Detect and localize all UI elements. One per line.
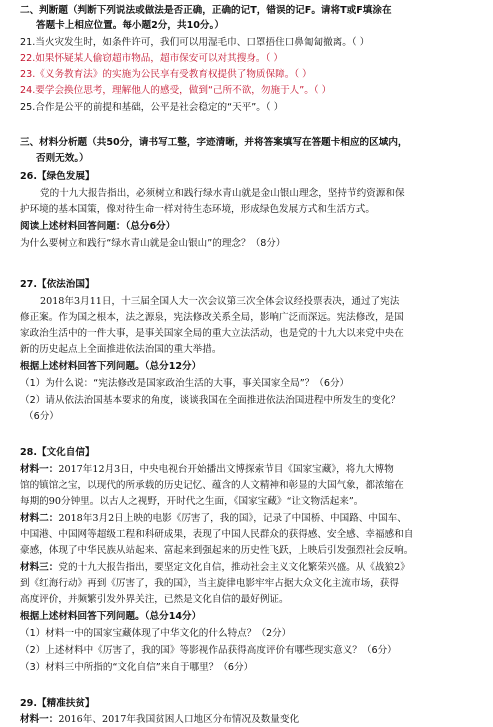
question-28-title: 28.【文化自信】 — [20, 447, 95, 458]
q29-material-1-text: 2016年、2017年我国贫困人口地区分布情况及数量变化 — [58, 714, 300, 725]
question-25: 25.合作是公平的前提和基础，公平是社会稳定的“天平”。（ ） — [20, 102, 284, 113]
section2-header-cont: 答题卡上相应位置。每小题2分，共10分。） — [36, 20, 224, 31]
question-26-title: 26.【绿色发展】 — [20, 171, 95, 182]
material-1-text: 2017年12月3日，中央电视台开始播出文博探索节目《国家宝藏》，将九大博物 — [58, 464, 394, 475]
section3-header-cont: 否则无效。） — [36, 153, 89, 164]
question-28-ask-1: （1）材料一中的国家宝藏体现了中华文化的什么特点？（2分） — [20, 628, 292, 639]
question-27-prompt: 根据上述材料回答下列问题。（总分12分） — [20, 361, 202, 372]
material-3-label: 材料三： — [20, 562, 59, 573]
question-28-material-3-cont: 到《红海行动》再到《厉害了，我的国》，当主旋律电影牢牢占据大众文化主流市场，获得 — [20, 578, 399, 589]
question-28-material-3 — [20, 561, 482, 574]
question-24: 24.要学会换位思考，理解他人的感受，做到“己所不欲，勿施于人”。（ ） — [20, 85, 332, 96]
material-3-text: 党的十九大报告指出，要坚定文化自信，推动社会主义文化繁荣兴盛。从《战狼2》 — [58, 562, 410, 573]
question-22: 22.如果怀疑某人偷窃超市物品，超市保安可以对其搜身。（ ） — [20, 53, 283, 64]
question-26-ask: 为什么要树立和践行“绿水青山就是金山银山”的理念？（8分） — [20, 238, 286, 249]
question-26-prompt: 阅读上述材料回答问题：（总分6分） — [20, 221, 176, 232]
question-27-ask-1: （1）为什么说：“宪法修改是国家政治生活的大事，事关国家全局”？（6分） — [20, 378, 350, 389]
question-21: 21.当火灾发生时，如条件许可，我们可以用湿毛巾、口罩捂住口鼻匍匐撤离。（ ） — [20, 37, 370, 48]
question-27-title: 27.【依法治国】 — [20, 279, 95, 290]
material-1-label: 材料一： — [20, 464, 59, 475]
question-28-material-3-end: 高度评价，并频繁引发外界关注，已然是文化自信的最好例证。 — [20, 594, 289, 605]
question-28-material-2 — [20, 512, 482, 525]
question-29-material-1 — [20, 713, 482, 726]
question-26-material-cont: 护环境的基本国策，像对待生命一样对待生态环境，形成绿色发展方式和生活方式。 — [20, 204, 375, 215]
question-29-title: 29.【精准扶贫】 — [20, 698, 95, 709]
q29-material-1-label: 材料一： — [20, 714, 59, 725]
question-27-ask-2: （2）请从依法治国基本要求的角度，谈谈我国在全面推进依法治国进程中所发生的变化？ — [20, 395, 401, 406]
question-28-prompt: 根据上述材料回答下列问题。（总分14分） — [20, 611, 202, 622]
question-28-material-1 — [20, 463, 482, 476]
question-26-material: 党的十九大报告指出，必须树立和践行绿水青山就是金山银山理念，坚持节约资源和保 — [40, 188, 405, 199]
question-28-material-1-end: 每期的90分钟里。以古人之视野，开时代之生面，《国家宝藏》“让文物活起来”。 — [20, 496, 364, 507]
question-27-material-4: 新的历史起点上全面推进依法治国的重大举措。 — [20, 344, 222, 355]
section2-header: 二、判断题（判断下列说法或做法是否正确，正确的记T，错误的记F。请将T或F填涂在 — [20, 5, 392, 16]
question-23: 23.《义务教育法》的实施为公民享有受教育权提供了物质保障。（ ） — [20, 69, 312, 80]
question-28-material-2-cont: 中国港、中国网等超级工程和科研成果，表现了中国人民群众的获得感、安全感、幸福感和自 — [20, 529, 414, 540]
question-28-material-1-cont: 馆的镇馆之宝，以现代的所承载的历史记忆、蕴含的人文精神和彰显的大国气象，都浓缩在 — [20, 480, 404, 491]
question-27-ask-2-points: （6分） — [24, 411, 59, 422]
question-28-ask-3: （3）材料三中所指的“文化自信”来自于哪里？（6分） — [20, 662, 254, 673]
material-2-label: 材料二： — [20, 513, 59, 524]
question-27-material-2: 修正案。作为国之根本，法之源泉，宪法修改关系全局，影响广泛而深远。宪法修改，是国 — [20, 312, 404, 323]
material-2-text: 2018年3月2日上映的电影《厉害了，我的国》，记录了中国桥、中国路、中国车、 — [58, 513, 407, 524]
question-27-material-3: 家政治生活中的一件大事，是事关国家全局的重大立法活动，也是党的十九大以来党中央在 — [20, 328, 404, 339]
section3-header: 三、材料分析题（共50分，请书写工整，字迹清晰，并将答案填写在答题卡相应的区域内， — [20, 137, 408, 148]
question-28-material-2-end: 豪感，体现了中华民族从站起来、富起来到强起来的历史性飞跃，上映后引发强烈社会反响。 — [20, 545, 414, 556]
question-27-material-1: 2018年3月11日，十三届全国人大一次会议第三次全体会议经投票表决，通过了宪法 — [40, 296, 400, 307]
question-28-ask-2: （2）上述材料中《厉害了，我的国》等影视作品获得高度评价有哪些现实意义？（6分） — [20, 645, 397, 656]
